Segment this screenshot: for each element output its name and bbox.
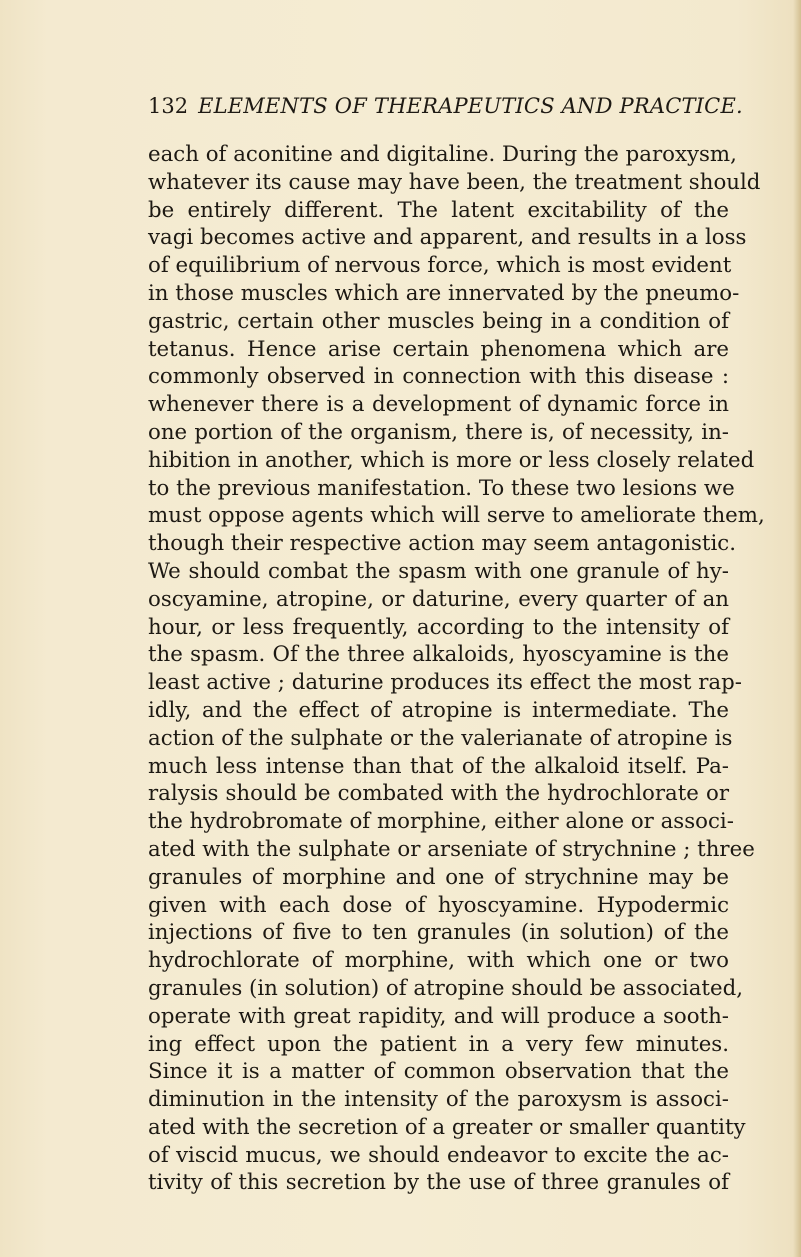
body-text [148, 141, 765, 1197]
text-line: tivity of this secretion by the use of three granules of [148, 1170, 729, 1196]
text-line: ated with the sulphate or arseniate of strychnine ; three [148, 836, 755, 862]
text-line: of viscid mucus, we should endeavor to excite the ac- [148, 1142, 729, 1168]
text-line: hibition in another, which is more or less closely related [148, 447, 755, 473]
text-line: of equilibrium of nervous force, which is most evident [148, 253, 732, 279]
text-line: Since it is a matter of common observation that the [148, 1059, 729, 1085]
text-line: hour, or less frequently, according to the intensity of [148, 614, 729, 640]
text-line: gastric, certain other muscles being in a condition of [148, 308, 729, 334]
text-line: each of aconitine and digitaline. During the paroxysm, [148, 142, 737, 167]
text-line: ated with the secretion of a greater or smaller quantity [148, 1114, 746, 1140]
text-line: be entirely different. The latent excitability of the [148, 197, 729, 223]
text-line: whatever its cause may have been, the treatment should [148, 169, 761, 195]
text-line: ing effect upon the patient in a very few minutes. [148, 1031, 729, 1057]
text-line: diminution in the intensity of the paroxysm is associ- [148, 1087, 729, 1113]
text-line: must oppose agents which will serve to ameliorate them, [148, 503, 765, 529]
text-line: tetanus. Hence arise certain phenomena which are [148, 336, 729, 362]
text-line: We should combat the spasm with one granule of hy- [148, 558, 729, 584]
text-line: least active ; daturine produces its effect the most rap- [148, 670, 742, 696]
text-line: to the previous manifestation. To these two lesions we [148, 475, 735, 501]
text-line: much less intense than that of the alkaloid itself. Pa- [148, 753, 729, 779]
text-line: though their respective action may seem antagonistic. [148, 531, 736, 557]
page-edge-shadow [793, 0, 801, 1257]
running-head [148, 94, 743, 120]
text-line: hydrochlorate of morphine, with which one or two [148, 948, 729, 974]
running-title: ELEMENTS OF THERAPEUTICS AND PRACTICE. [198, 94, 743, 118]
text-line: in those muscles which are innervated by the pneumo- [148, 280, 740, 306]
text-line: action of the sulphate or the valerianate of atropine is [148, 725, 733, 751]
text-line: vagi becomes active and apparent, and results in a loss [148, 225, 747, 251]
text-line: commonly observed in connection with this disease : [148, 364, 729, 390]
text-line: granules of morphine and one of strychnine may be [148, 864, 729, 890]
page-number: 132 [148, 94, 189, 118]
text-line: operate with great rapidity, and will produce a sooth- [148, 1003, 729, 1029]
text-line: one portion of the organism, there is, of necessity, in- [148, 419, 729, 445]
text-line: injections of five to ten granules (in solution) of the [148, 920, 729, 946]
text-line: the hydrobromate of morphine, either alone or associ- [148, 809, 734, 835]
text-line: given with each dose of hyoscyamine. Hypodermic [148, 892, 729, 918]
text-line: whenever there is a development of dynamic force in [148, 392, 729, 418]
text-line: idly, and the effect of atropine is intermediate. The [148, 697, 729, 723]
text-line: ralysis should be combated with the hydrochlorate or [148, 781, 729, 807]
text-line: granules (in solution) of atropine should be associated, [148, 975, 743, 1001]
text-line: the spasm. Of the three alkaloids, hyoscyamine is the [148, 642, 729, 668]
text-line: oscyamine, atropine, or daturine, every quarter of an [148, 586, 729, 612]
